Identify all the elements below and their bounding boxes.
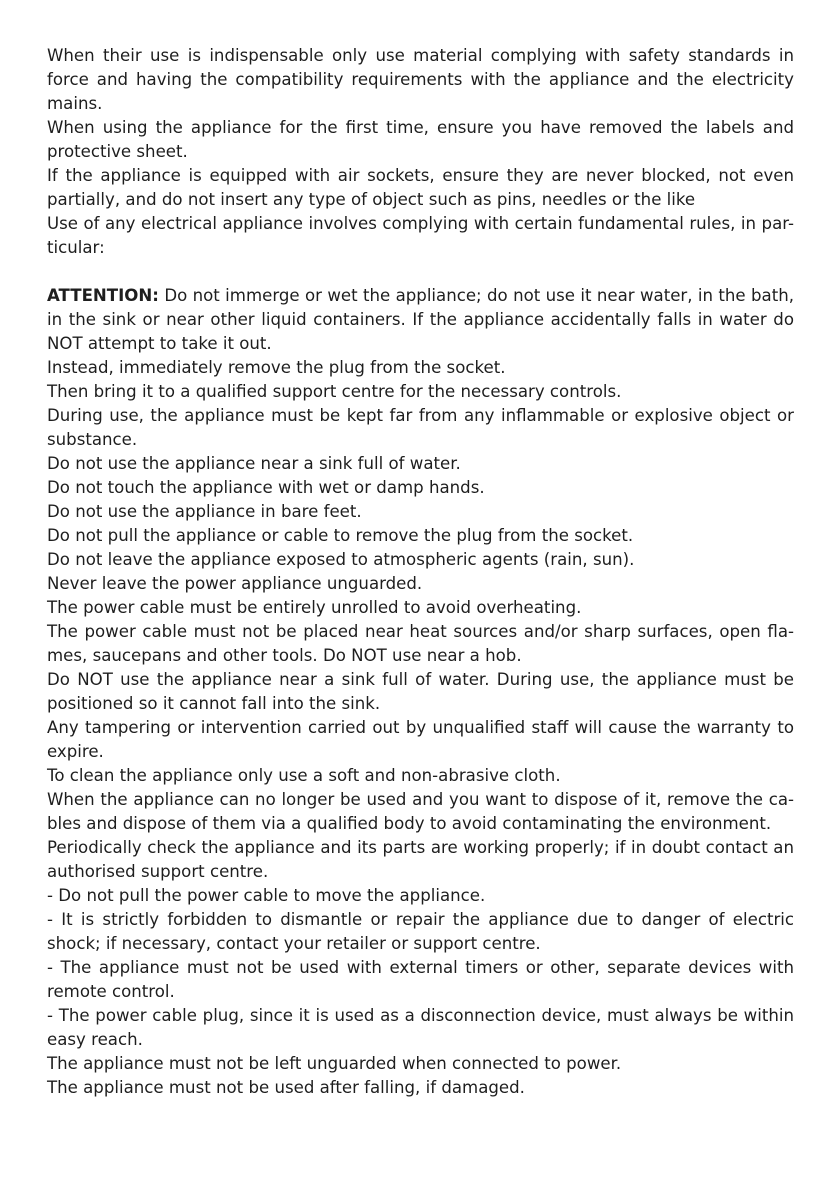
intro-paragraph-4: Use of any electrical appliance involves complying with certain fundamental rules, in par-ticular: xyxy=(47,214,794,257)
document-page xyxy=(47,44,794,1100)
rule-line: Do not use the appliance in bare feet. xyxy=(47,502,362,521)
rule-line: Never leave the power appliance unguarded. xyxy=(47,574,423,593)
attention-paragraph xyxy=(47,284,794,356)
intro-paragraph-3: If the appliance is equipped with air sockets, ensure they are never blocked, not even partially, and do not insert any type of object such as pins, needles or the like xyxy=(47,166,794,209)
rule-line: During use, the appliance must be kept far from any inflammable or explosive object or substance. xyxy=(47,406,794,449)
rule-line: - The power cable plug, since it is used as a disconnection device, must always be within easy reach. xyxy=(47,1006,794,1049)
rule-line: The appliance must not be left unguarded when connected to power. xyxy=(47,1054,622,1073)
rule-line: - It is strictly forbidden to dismantle or repair the appliance due to danger of electric shock; if necessary, contact your retailer or support centre. xyxy=(47,910,794,953)
rule-line: To clean the appliance only use a soft and non-abrasive cloth. xyxy=(47,766,561,785)
rule-line: The power cable must be entirely unrolled to avoid overheating. xyxy=(47,598,582,617)
intro-paragraph-1: When their use is indispensable only use material complying with safety standards in force and having the compatibility requirements with the appliance and the electricity mains. xyxy=(47,46,794,113)
rule-line: Do not touch the appliance with wet or damp hands. xyxy=(47,478,485,497)
rule-line: When the appliance can no longer be used and you want to dispose of it, remove the ca-bles and dispose of them via a qualified body to avoid contaminating the environment. xyxy=(47,790,794,833)
rule-line: Instead, immediately remove the plug from the socket. xyxy=(47,358,506,377)
rule-line: Do not leave the appliance exposed to atmospheric agents (rain, sun). xyxy=(47,550,635,569)
rule-line: The appliance must not be used after falling, if damaged. xyxy=(47,1078,525,1097)
rule-line: Periodically check the appliance and its parts are working properly; if in doubt contact an authorised support centre. xyxy=(47,838,794,881)
attention-label: ATTENTION: xyxy=(47,286,159,305)
intro-paragraph-2: When using the appliance for the first time, ensure you have removed the labels and protective sheet. xyxy=(47,118,794,161)
rule-line: Do NOT use the appliance near a sink full of water. During use, the appliance must be positioned so it cannot fall into the sink. xyxy=(47,670,794,713)
rule-line: Any tampering or intervention carried out by unqualified staff will cause the warranty to expire. xyxy=(47,718,794,761)
rule-line: Do not pull the appliance or cable to remove the plug from the socket. xyxy=(47,526,634,545)
rule-line: Do not use the appliance near a sink full of water. xyxy=(47,454,461,473)
rule-line: The power cable must not be placed near heat sources and/or sharp surfaces, open fla-mes, saucepans and other tools. Do NOT use near a hob. xyxy=(47,622,794,665)
section-spacer xyxy=(47,260,794,284)
rule-line: Then bring it to a qualified support centre for the necessary controls. xyxy=(47,382,622,401)
rule-line: - The appliance must not be used with external timers or other, separate devices with remote control. xyxy=(47,958,794,1001)
rule-line: - Do not pull the power cable to move the appliance. xyxy=(47,886,486,905)
attention-text: Do not immerge or wet the appliance; do not use it near water, in the bath, in the sink or near other liquid containers. If the appliance accidentally falls in water do NOT attempt to take it out. xyxy=(47,286,795,353)
